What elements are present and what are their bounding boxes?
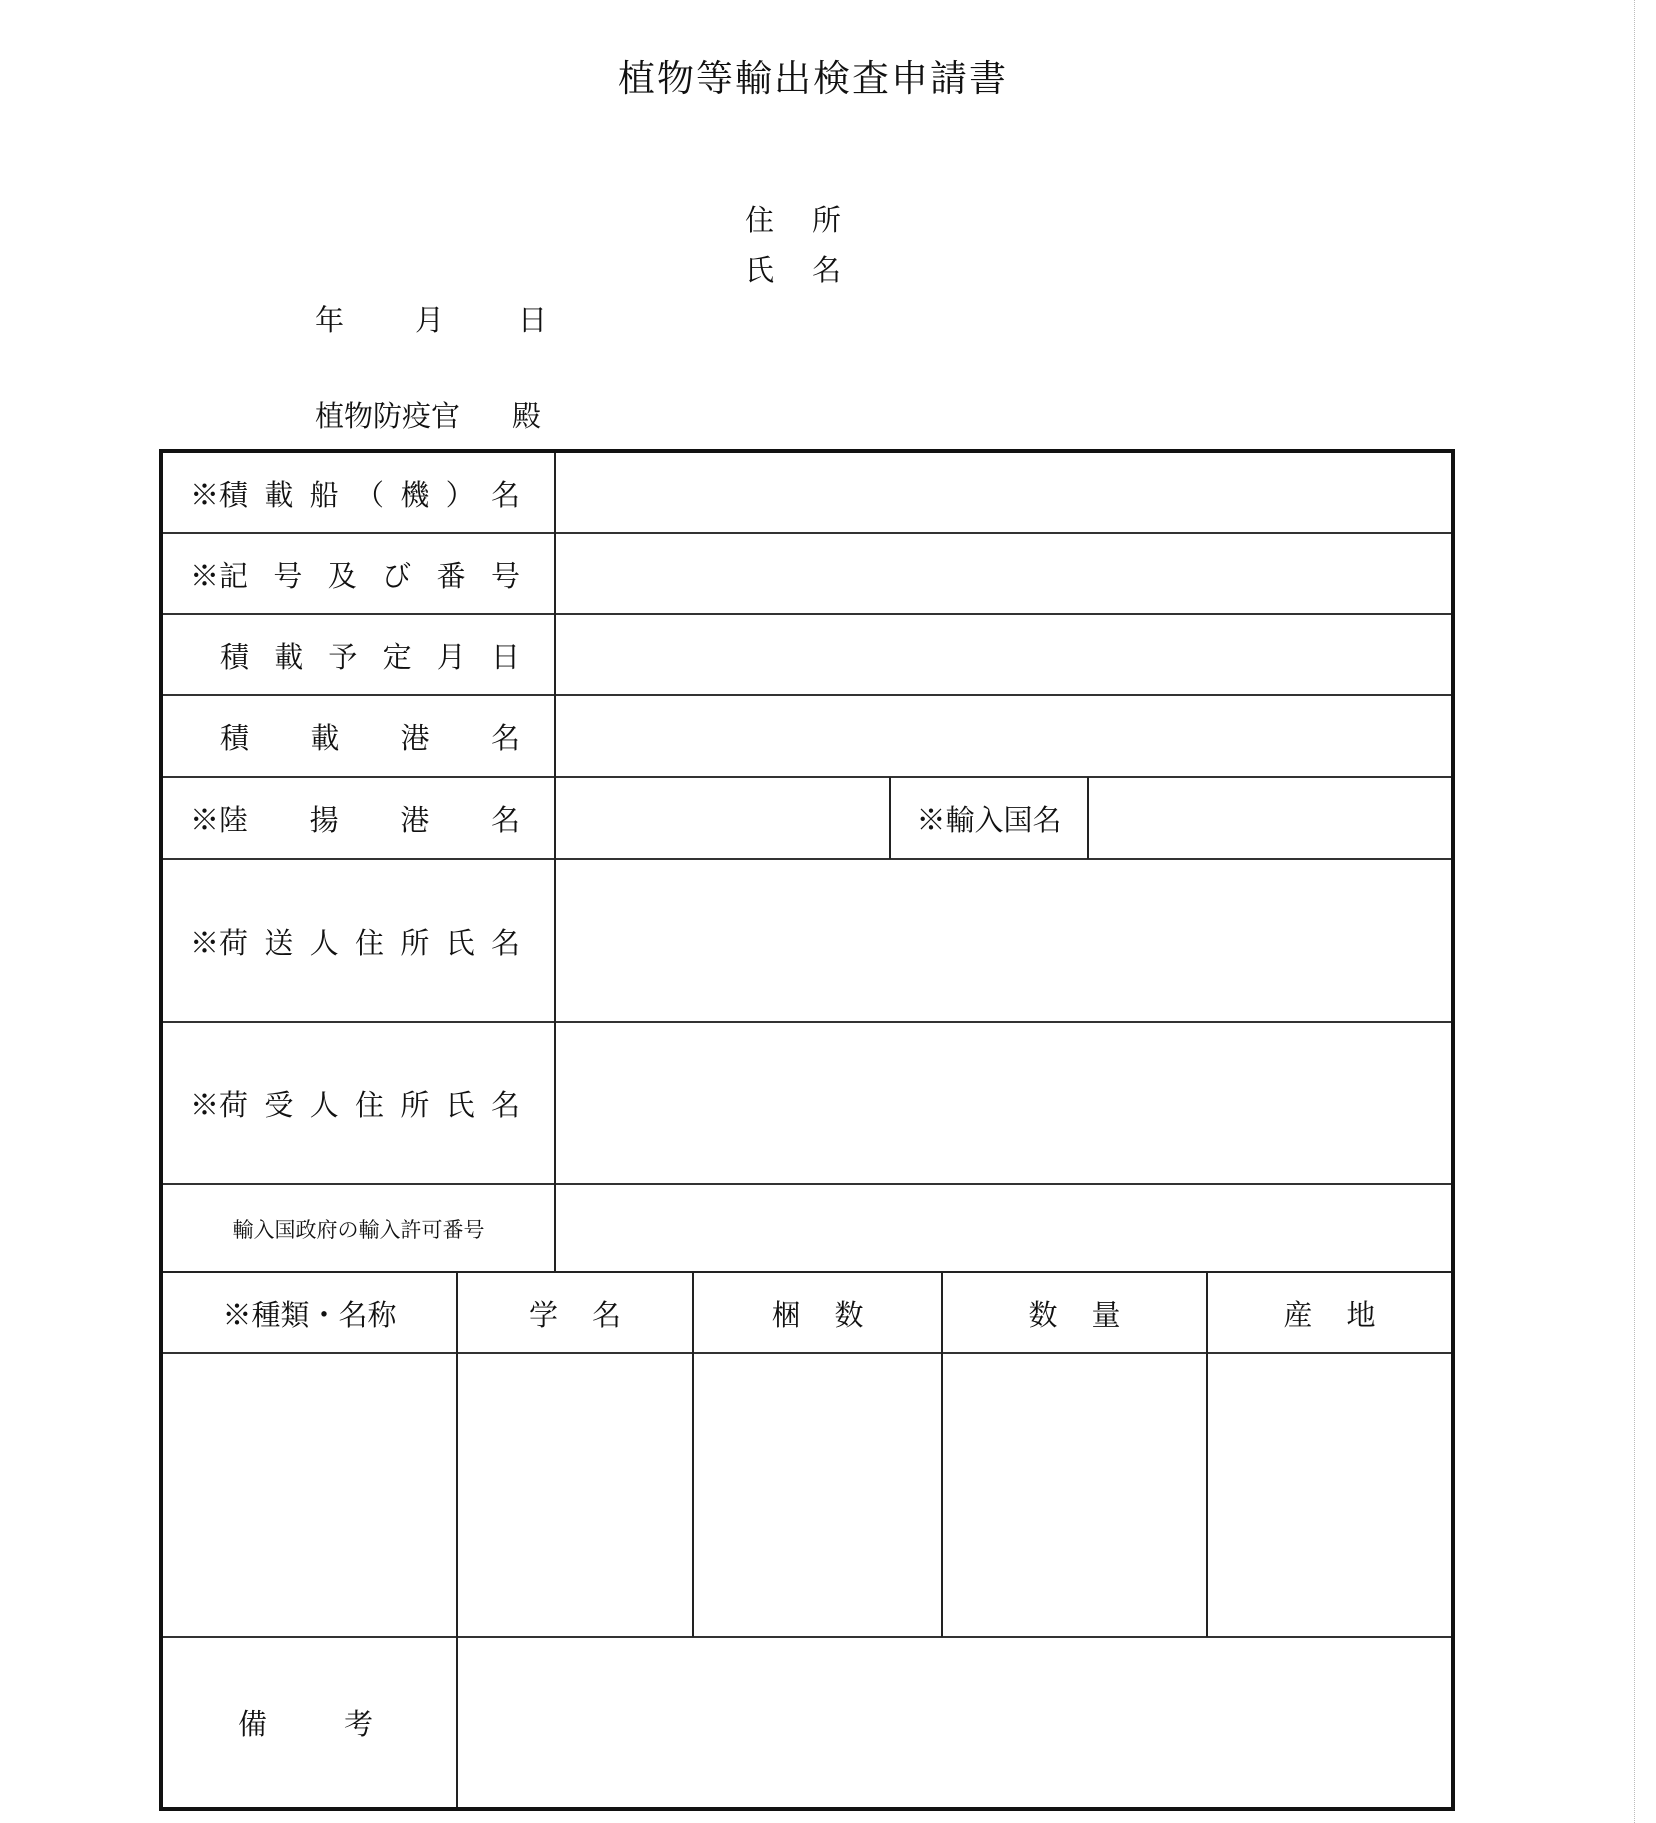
document-title: 植物等輸出検査申請書 (618, 57, 1008, 100)
import-permit-number-field[interactable] (558, 1185, 1451, 1271)
label-char: 機 (400, 477, 430, 512)
label-char: 備 (238, 1707, 268, 1741)
name-label-char-1: 氏 (745, 253, 775, 287)
label-char: 住 (354, 1088, 384, 1122)
header-char: 数 (834, 1297, 864, 1332)
label-char: 考 (343, 1707, 373, 1741)
label-char: 所 (400, 925, 430, 960)
consignor-field[interactable] (558, 860, 1451, 1021)
label-char: ※荷 (190, 925, 249, 960)
label-char: ※陸 (190, 803, 249, 837)
label-char: 号 (490, 558, 520, 593)
address-label-char-1: 住 (745, 203, 775, 237)
unloading-port-field[interactable] (558, 778, 888, 858)
address-label-char-2: 所 (812, 203, 842, 237)
label-remarks (238, 1638, 373, 1807)
label-char: 号 (273, 558, 303, 593)
quantity-field[interactable] (943, 1354, 1206, 1636)
label-char: ※積 (190, 477, 249, 512)
label-char: 人 (309, 1088, 339, 1122)
label-char: 人 (309, 925, 339, 960)
date-year-label: 年 (315, 303, 345, 337)
label-char: 日 (490, 639, 520, 674)
type-name-field[interactable] (163, 1354, 456, 1636)
column-divider (1087, 777, 1089, 859)
label-char: 載 (310, 721, 340, 755)
scan-edge-noise (1634, 0, 1635, 1823)
label-char: ） (445, 477, 475, 512)
label-char: 予 (328, 639, 358, 674)
label-char: 揚 (309, 803, 339, 837)
label-char: 積 (220, 639, 250, 674)
loading-port-field[interactable] (558, 696, 1451, 776)
loading-date-field[interactable] (558, 615, 1451, 694)
date-month-label: 月 (415, 303, 445, 337)
label-char: 住 (354, 925, 384, 960)
label-char: 所 (400, 1088, 430, 1122)
label-char: 及 (327, 558, 357, 593)
label-char: 番 (436, 558, 466, 593)
header-char: 数 (1028, 1297, 1058, 1332)
name-label-char-2: 名 (812, 253, 842, 287)
label-char: ※荷 (190, 1088, 249, 1122)
date-day-label: 日 (518, 303, 548, 337)
label-marks-and-numbers (190, 534, 520, 614)
label-char: 名 (490, 477, 520, 512)
package-count-field[interactable] (694, 1354, 941, 1636)
label-char: ※記 (190, 558, 249, 593)
label-char: 港 (400, 721, 430, 755)
label-char: 載 (264, 477, 294, 512)
header-char: 量 (1091, 1297, 1121, 1332)
label-consignor (190, 860, 520, 1022)
label-import-permit-number: 輸入国政府の輸入許可番号 (232, 1217, 485, 1242)
label-unloading-port (190, 778, 520, 859)
label-char: 月 (436, 639, 466, 674)
scientific-name-field[interactable] (458, 1354, 692, 1636)
label-char: 名 (490, 803, 520, 837)
addressee-office: 植物防疫官 (315, 399, 461, 433)
label-char: 載 (274, 639, 304, 674)
remarks-field[interactable] (458, 1638, 1451, 1807)
header-char: 地 (1346, 1297, 1376, 1332)
header-char: 産 (1283, 1297, 1313, 1332)
label-char: 船 (309, 477, 339, 512)
label-char: 受 (264, 1088, 294, 1122)
origin-field[interactable] (1208, 1354, 1451, 1636)
label-char: 名 (490, 925, 520, 960)
header-type-name: ※種類・名称 (222, 1297, 397, 1332)
label-char: び (382, 558, 412, 593)
header-scientific-name (458, 1273, 692, 1353)
label-import-country: ※輸入国名 (916, 803, 1062, 837)
addressee-honorific: 殿 (512, 399, 542, 433)
marks-and-numbers-field[interactable] (558, 534, 1451, 613)
label-char: 氏 (445, 925, 475, 960)
header-char: 名 (592, 1297, 622, 1332)
consignee-field[interactable] (558, 1023, 1451, 1183)
header-char: 学 (528, 1297, 558, 1332)
header-package-count (694, 1273, 941, 1353)
label-consignee (190, 1023, 520, 1184)
label-char: 送 (264, 925, 294, 960)
header-origin (1208, 1273, 1451, 1353)
label-char: 積 (220, 721, 250, 755)
label-column-divider (554, 453, 556, 1272)
label-char: 港 (400, 803, 430, 837)
label-loading-date (220, 615, 520, 695)
label-vessel-name (190, 453, 520, 533)
label-char: （ (354, 477, 384, 512)
header-quantity (943, 1273, 1206, 1353)
vessel-name-field[interactable] (558, 453, 1451, 532)
label-char: 名 (490, 721, 520, 755)
label-char: 名 (490, 1088, 520, 1122)
label-loading-port (220, 696, 520, 777)
import-country-field[interactable] (1090, 778, 1451, 858)
label-char: 氏 (445, 1088, 475, 1122)
header-char: 梱 (771, 1297, 801, 1332)
label-char: 定 (382, 639, 412, 674)
